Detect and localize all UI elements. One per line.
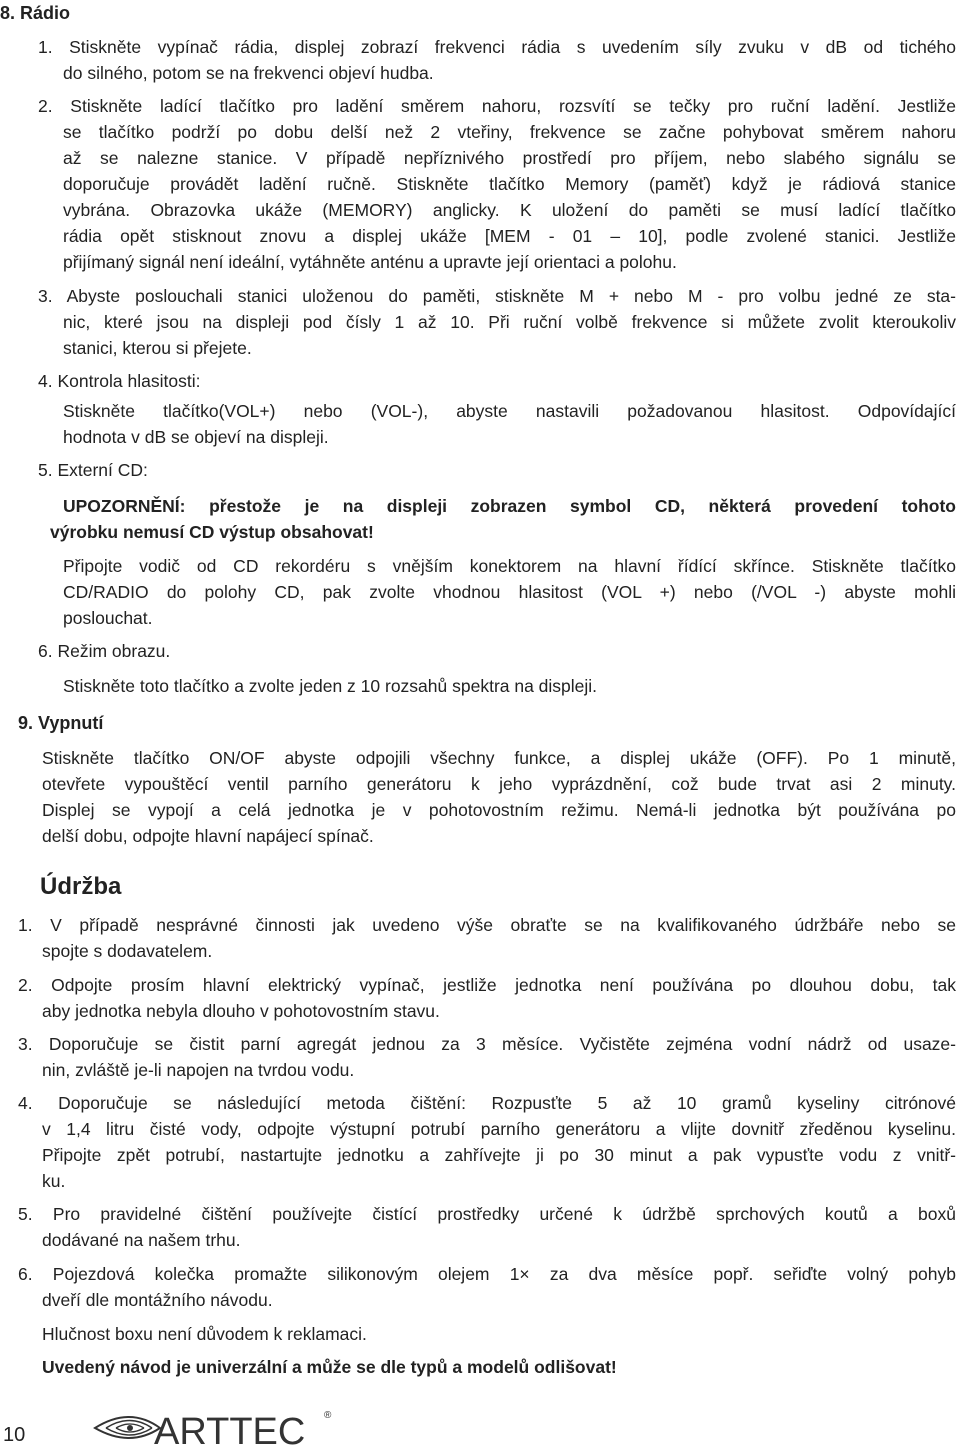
maintenance-line: dveří dle montážního návodu. xyxy=(42,1290,273,1310)
shutdown-line: otevřete vypouštěcí ventil parního generátoru k jeho vyprázdnění, což bude trvat asi 2 minuty. xyxy=(42,774,956,794)
maintenance-line: v 1,4 litru čisté vody, odpojte výstupní potrubí parního generátoru a vlijte dovnitř zředěnou kyselinu. xyxy=(42,1119,956,1139)
radio-line: 5. Externí CD: xyxy=(38,460,148,480)
registered-mark: ® xyxy=(324,1410,332,1421)
maintenance-line: ku. xyxy=(42,1171,66,1191)
warning-text: výrobku nemusí CD výstup obsahovat! xyxy=(50,522,374,542)
maintenance-line: 3. Doporučuje se čistit parní agregát jednou za 3 měsíce. Vyčistěte zejména vodní nádrž od usaze- xyxy=(18,1034,956,1054)
radio-line: vybrána. Obrazovka ukáže (MEMORY) anglicky. K uložení do paměti se musí ladící tlačítko xyxy=(63,200,956,220)
page-number: 10 xyxy=(3,1424,26,1446)
radio-line: stanici, kterou si přejete. xyxy=(63,338,252,358)
radio-line: Připojte vodič od CD rekordéru s vnějším konektorem na hlavní řídící skřínce. Stiskněte tlačítko xyxy=(63,556,956,576)
radio-line: nic, které jsou na displeji pod čísly 1 až 10. Při ruční volbě frekvence si můžete zvolit kteroukoliv xyxy=(63,312,956,332)
maintenance-line: Připojte zpět potrubí, nastartujte jednotku a zahřívejte ji po 30 minut a pak vypusťte vodu z vnitř- xyxy=(42,1145,956,1165)
logo-eye-icon xyxy=(92,1402,342,1449)
maintenance-line: 4. Doporučuje se následující metoda čištění: Rozpusťte 5 až 10 gramů kyseliny citrónové xyxy=(18,1093,956,1113)
section-title-radio: 8. Rádio xyxy=(0,3,71,23)
radio-line: hodnota v dB se objeví na displeji. xyxy=(63,427,329,447)
warning-text: UPOZORNĚNÍ: přestože je na displeji zobrazen symbol CD, některá provedení tohoto xyxy=(63,496,956,516)
maintenance-line: 1. V případě nesprávné činnosti jak uvedeno výše obraťte se na kvalifikovaného údržbáře nebo se xyxy=(18,915,956,935)
radio-line: 3. Abyste poslouchali stanici uloženou do paměti, stiskněte M + nebo M - pro volbu jedné ze sta- xyxy=(38,286,956,306)
radio-line: do silného, potom se na frekvenci objeví hudba. xyxy=(63,63,434,83)
complaint-note: Hlučnost boxu není důvodem k reklamaci. xyxy=(42,1324,367,1344)
maintenance-line: 6. Pojezdová kolečka promažte silikonovým olejem 1× za dva měsíce popř. seřiďte volný pohyb xyxy=(18,1264,956,1284)
radio-line: CD/RADIO do polohy CD, pak zvolte vhodnou hlasitost (VOL +) nebo (/VOL -) abyste mohli xyxy=(63,582,956,602)
shutdown-line: delší dobu, odpojte hlavní napájecí spínač. xyxy=(42,826,374,846)
radio-line: 1. Stiskněte vypínač rádia, displej zobrazí frekvenci rádia s uvedením síly zvuku v dB od tichého xyxy=(38,37,956,57)
radio-line: Stiskněte toto tlačítko a zvolte jeden z 10 rozsahů spektra na displeji. xyxy=(63,676,598,696)
disclaimer-note: Uvedený návod je univerzální a může se dle typů a modelů odlišovat! xyxy=(42,1357,617,1377)
radio-line: doporučuje provádět ladění ručně. Stiskněte tlačítko Memory (paměť) když je rádiová stanice xyxy=(63,174,956,194)
arttec-logo xyxy=(92,1402,342,1449)
logo-wordmark: ARTTEC xyxy=(154,1411,306,1449)
maintenance-line: 2. Odpojte prosím hlavní elektrický vypínač, jestliže jednotka není používána po dlouhou dobu, tak xyxy=(18,975,956,995)
maintenance-line: aby jednotka nebyla dlouho v pohotovostním stavu. xyxy=(42,1001,440,1021)
radio-line: 2. Stiskněte ladící tlačítko pro ladění směrem nahoru, rozsvítí se tečky pro ruční ladění. Jestliže xyxy=(38,96,956,116)
radio-line: až se nalezne stanice. V případě nepříznivého prostředí pro příjem, nebo slabého signálu se xyxy=(63,148,956,168)
shutdown-line: Displej se vypojí a celá jednotka je v pohotovostním režimu. Nemá-li jednotka být používána po xyxy=(42,800,956,820)
maintenance-line: nin, zvláště je-li napojen na tvrdou vodu. xyxy=(42,1060,355,1080)
radio-line: Stiskněte tlačítko(VOL+) nebo (VOL-), abyste nastavili požadovanou hlasitost. Odpovídající xyxy=(63,401,956,421)
maintenance-line: spojte s dodavatelem. xyxy=(42,941,213,961)
radio-line: poslouchat. xyxy=(63,608,153,628)
shutdown-line: Stiskněte tlačítko ON/OF abyste odpojili všechny funkce, a displej ukáže (OFF). Po 1 minutě, xyxy=(42,748,956,768)
radio-line: rádia opět stisknout znovu a displej ukáže [MEM - 01 – 10], podle zvolené stanici. Jestliže xyxy=(63,226,956,246)
section-title-maintenance: Údržba xyxy=(40,873,122,900)
radio-line: 4. Kontrola hlasitosti: xyxy=(38,371,201,391)
radio-line: 6. Režim obrazu. xyxy=(38,641,171,661)
radio-line: se tlačítko podrží po dobu delší než 2 vteřiny, frekvence se začne pohybovat směrem nahoru xyxy=(63,122,956,142)
section-title-shutdown: 9. Vypnutí xyxy=(18,713,104,733)
radio-line: přijímaný signál není ideální, vytáhněte anténu a upravte její orientaci a polohu. xyxy=(63,252,677,272)
maintenance-line: dodávané na našem trhu. xyxy=(42,1230,241,1250)
maintenance-line: 5. Pro pravidelné čištění používejte čistící prostředky určené k údržbě sprchových koutů a boxů xyxy=(18,1204,956,1224)
